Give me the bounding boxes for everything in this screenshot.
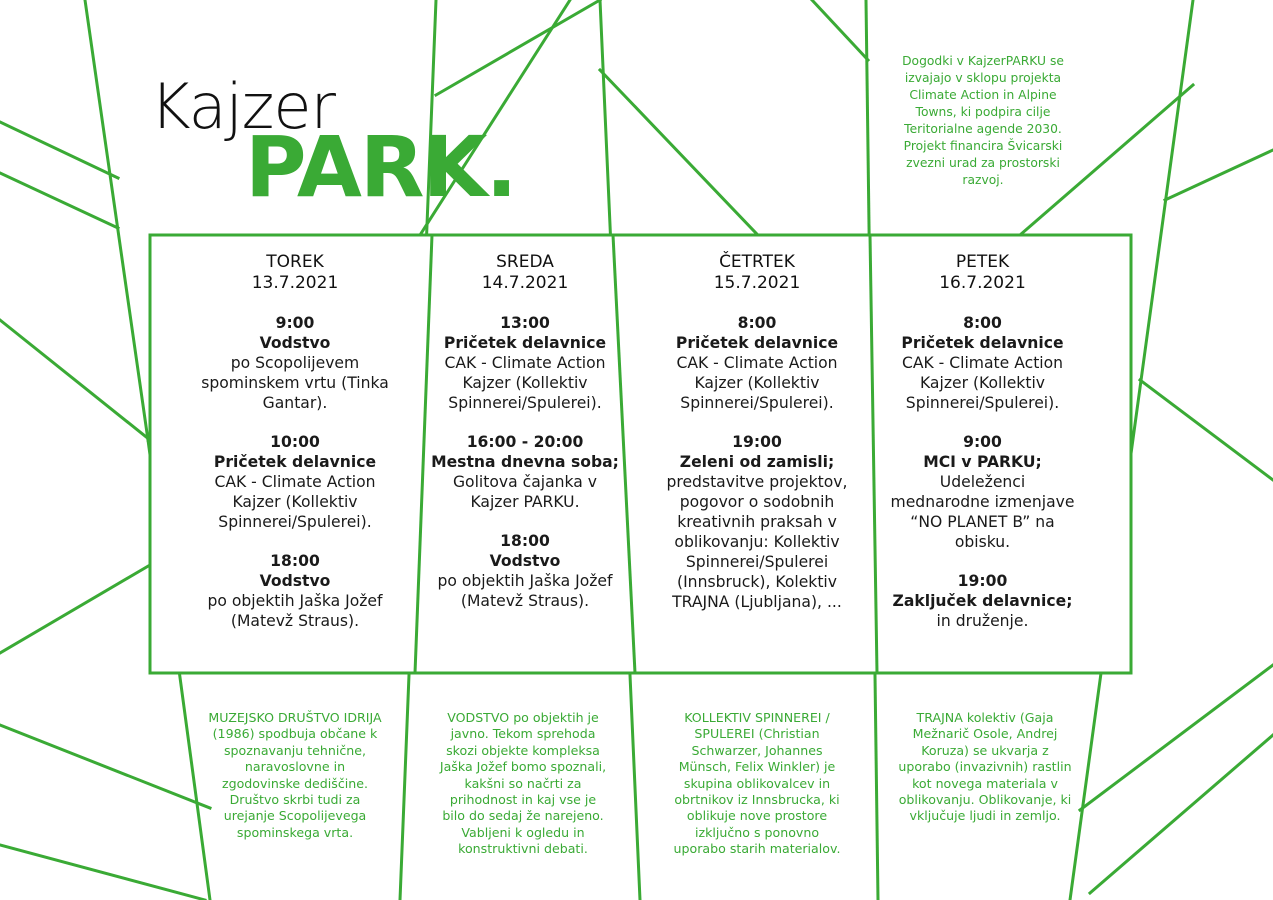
- event-time: 8:00: [737, 314, 777, 332]
- footer-note-muzejsko-drustvo: MUZEJSKO DRUŠTVO IDRIJA (1986) spodbuja občane k spoznavanju tehnične, naravoslovne in zgodovinske dediščine. Društvo skrbi tudi za urejanje Scopolijevega spominskega vrta.: [208, 710, 382, 840]
- event-title: Pričetek delavnice: [443, 334, 607, 352]
- day-name: SREDA: [496, 252, 554, 272]
- day-column-cetrtek: [660, 252, 854, 631]
- event: [200, 313, 390, 413]
- day-name: PETEK: [955, 252, 1010, 272]
- day-name: ČETRTEK: [719, 252, 795, 272]
- page-title-line2: PARK.: [245, 118, 516, 216]
- event-description: po objektih Jaška Jožef (Matevž Straus).: [207, 592, 383, 630]
- event: [430, 313, 620, 413]
- day-column-sreda: [430, 252, 620, 630]
- event: [890, 432, 1075, 552]
- footer-note-kollektiv: KOLLEKTIV SPINNEREI / SPULEREI (Christian Schwarzer, Johannes Münsch, Felix Winkler) je skupina oblikovalcev in obrtnikov iz Innsbrucka, ki oblikuje nove prostore izključno s ponovno uporabo starih materialov.: [673, 710, 841, 857]
- day-date: 13.7.2021: [251, 273, 339, 293]
- event: [200, 432, 390, 532]
- event: [660, 313, 854, 413]
- event-time: 8:00: [963, 314, 1002, 332]
- event-description: CAK - Climate Action Kajzer (Kollektiv Spinnerei/Spulerei).: [676, 354, 838, 412]
- project-note: Dogodki v KajzerPARKU se izvajajo v sklopu projekta Climate Action in Alpine Towns, ki podpira cilje Teritorialne agende 2030. Projekt financira Švicarski zvezni urad za prostorski razvoj.: [902, 54, 1064, 187]
- event-title: Mestna dnevna soba;: [431, 453, 619, 471]
- event: [660, 432, 854, 612]
- event-title: Vodstvo: [259, 334, 331, 352]
- event-title: Vodstvo: [489, 552, 561, 570]
- event-title: Zaključek delavnice;: [892, 592, 1073, 610]
- event-title: Pričetek delavnice: [213, 453, 377, 471]
- event: [430, 531, 620, 611]
- event-description: CAK - Climate Action Kajzer (Kollektiv Spinnerei/Spulerei).: [444, 354, 606, 412]
- footer-note-vodstvo: VODSTVO po objektih je javno. Tekom sprehoda skozi objekte kompleksa Jaška Jožef bomo spoznali, kakšni so načrti za prihodnost in kaj vse je bilo do sedaj že narejeno. Vabljeni k ogledu in konstruktivni debati.: [439, 710, 607, 857]
- event-time: 19:00: [957, 572, 1008, 590]
- event-title: Pričetek delavnice: [675, 334, 839, 352]
- event-time: 18:00: [500, 532, 550, 550]
- event-description: predstavitve projektov, pogovor o sodobnih kreativnih praksah v oblikovanju: Kollektiv Spinnerei/Spulerei (Innsbruck), Kolektiv TRAJNA (Ljubljana), ...: [666, 473, 848, 611]
- day-name: TOREK: [266, 252, 324, 272]
- day-date: 14.7.2021: [481, 273, 569, 293]
- event-title: Zeleni od zamisli;: [679, 453, 835, 471]
- footer-note-trajna: TRAJNA kolektiv (Gaja Mežnarič Osole, Andrej Koruza) se ukvarja z uporabo (invazivnih) rastlin kot novega materiala v oblikovanju. Oblikovanje, ki vključuje ljudi in zemljo.: [898, 710, 1072, 824]
- event-description: in druženje.: [936, 612, 1029, 630]
- event-description: po objektih Jaška Jožef (Matevž Straus).: [437, 572, 613, 610]
- event-title: Vodstvo: [259, 572, 331, 590]
- event-time: 9:00: [963, 433, 1002, 451]
- event-time: 16:00 - 20:00: [466, 433, 584, 451]
- event-time: 19:00: [732, 433, 782, 451]
- event: [890, 571, 1075, 631]
- event-description: Udeleženci mednarodne izmenjave “NO PLANET B” na obisku.: [890, 473, 1075, 551]
- day-date: 16.7.2021: [939, 273, 1026, 293]
- event-time: 10:00: [270, 433, 320, 451]
- event: [200, 551, 390, 631]
- event-description: Golitova čajanka v Kajzer PARKU.: [452, 473, 598, 511]
- event-time: 13:00: [500, 314, 550, 332]
- event: [430, 432, 620, 512]
- event-time: 18:00: [270, 552, 320, 570]
- event-time: 9:00: [275, 314, 315, 332]
- day-column-torek: [200, 252, 390, 650]
- event-description: po Scopolijevem spominskem vrtu (Tinka Gantar).: [201, 354, 389, 412]
- event-title: Pričetek delavnice: [901, 334, 1064, 352]
- event: [890, 313, 1075, 413]
- day-column-petek: [890, 252, 1075, 650]
- event-description: CAK - Climate Action Kajzer (Kollektiv Spinnerei/Spulerei).: [214, 473, 376, 531]
- event-title: MCI v PARKU;: [923, 453, 1042, 471]
- page-title-line1: Kajzer: [150, 70, 335, 143]
- event-description: CAK - Climate Action Kajzer (Kollektiv Spinnerei/Spulerei).: [901, 354, 1064, 412]
- day-date: 15.7.2021: [713, 273, 801, 293]
